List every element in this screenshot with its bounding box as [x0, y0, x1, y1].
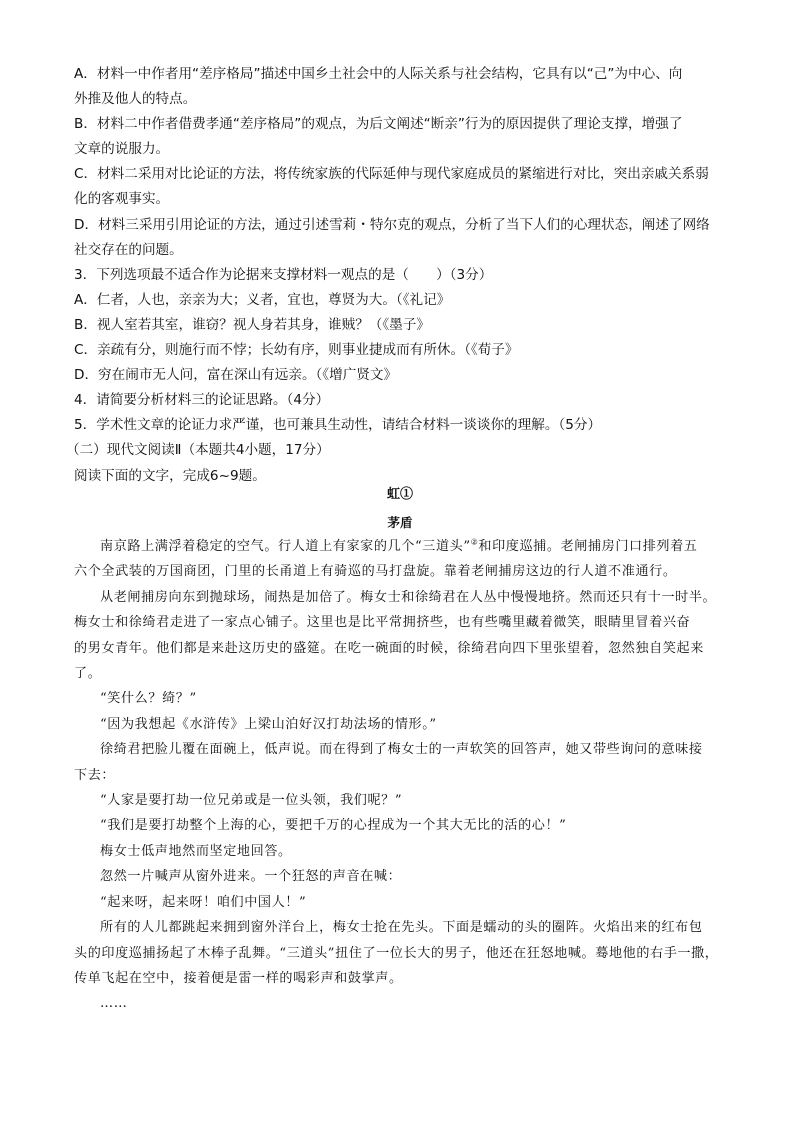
story-text	[74, 534, 726, 1017]
story-heading	[74, 485, 726, 533]
paragraph-4: 梅女士低声地然而坚定地回答。	[100, 843, 292, 859]
paragraph-2-line2: 梅女士和徐绮君走进了一家点心铺子。这里也是比平常拥挤些，也有些嘴里藏着微笑，眼睛里冒着兴奋	[74, 615, 691, 631]
question-3-option-b: B．视人室若其室，谁窃？视人身若其身，谁贼？（《墨子》	[74, 316, 430, 333]
paragraph-1-line1	[74, 534, 726, 559]
option-d-line1: D．材料三采用引用论证的方法，通过引述雪莉・特尔克的观点，分析了当下人们的心理状态，阐述了网络	[74, 216, 710, 233]
question-3-option-a: A．仁者，人也，亲亲为大；义者，宜也，尊贤为大。（《礼记》	[74, 291, 451, 308]
question-3-stem: 3．下列选项最不适合作为论据来支撑材料一观点的是（ ）（3分）	[74, 266, 493, 283]
story-title: 虹①	[386, 487, 413, 502]
story-author: 茅盾	[387, 515, 413, 530]
dialogue-line: “笑什么？绮？”	[100, 691, 197, 707]
option-c-line2: 化的客观事实。	[74, 191, 170, 208]
option-a-line2: 外推及他人的特点。	[74, 91, 197, 108]
text-span: 和印度巡捕。老闸捕房门口排列着五	[478, 539, 698, 554]
option-b-line1: B．材料二中作者借费孝通“差序格局”的观点，为后文阐述“断亲”行为的原因提供了理论支撑，增强了	[74, 116, 683, 133]
question-5: 5．学术性文章的论证力求严谨，也可兼具生动性，请结合材料一谈谈你的理解。（5分）	[74, 417, 602, 434]
paragraph-5: 忽然一片喊声从窗外进来。一个狂怒的声音在喊：	[100, 869, 402, 885]
question-4: 4．请简要分析材料三的论证思路。（4分）	[74, 392, 330, 409]
paragraph-2-line3: 的男女青年。他们都是来赴这历史的盛筵。在吃一碗面的时候，徐绮君向四下里张望着，忽然独自笑起来	[74, 640, 704, 656]
paragraph-2-line4: 了。	[74, 666, 102, 682]
dialogue-line: “起来呀，起来呀！咱们中国人！”	[100, 894, 307, 910]
paragraph-6-line3: 传单飞起在空中，接着便是雷一样的喝彩声和鼓掌声。	[74, 970, 403, 986]
question-3-option-d: D．穷在闹市无人问，富在深山有远亲。（《增广贤文》	[74, 367, 398, 384]
option-d-line2: 社交存在的问题。	[74, 241, 183, 258]
text-span: 南京路上满浮着稳定的空气。行人道上有家家的几个“三道头”	[100, 539, 471, 554]
option-a-line1: A．材料一中作者用“差序格局”描述中国乡土社会中的人际关系与社会结构，它具有以“己”为中心、向	[74, 66, 683, 82]
option-c-line1: C．材料二采用对比论证的方法，将传统家族的代际延伸与现代家庭成员的紧缩进行对比，突出亲戚关系弱	[74, 166, 709, 183]
dialogue-line: “人家是要打劫一位兄弟或是一位头领，我们呢？”	[100, 793, 403, 809]
footnote-marker: ②	[470, 537, 479, 547]
ellipsis: ……	[100, 996, 128, 1012]
dialogue-line: “因为我想起《水浒传》上梁山泊好汉打劫法场的情形。”	[100, 716, 437, 732]
option-b-line2: 文章的说服力。	[74, 141, 170, 158]
paragraph-2-line1: 从老闸捕房向东到抛球场，闹热是加倍了。梅女士和徐绮君在人丛中慢慢地挤。然而还只有十一时半。	[100, 589, 717, 605]
reading-instruction: 阅读下面的文字，完成6~9题。	[74, 467, 266, 484]
paragraph-6-line2: 头的印度巡捕扬起了木棒子乱舞。“三道头”扭住了一位长大的男子，他还在狂怒地喊。蓦地他的右手一撒，	[74, 945, 719, 961]
paragraph-3-line1: 徐绮君把脸儿覆在面碗上，低声说。而在得到了梅女士的一声软笑的回答声，她又带些询问的意味接	[100, 742, 703, 758]
paragraph-3-line2: 下去：	[74, 767, 116, 783]
paragraph-6-line1: 所有的人儿都跳起来拥到窗外洋台上，梅女士抢在先头。下面是蠕动的头的圈阵。火焰出来的红布包	[100, 920, 703, 936]
paragraph-1-line2: 六个全武装的万国商团，门里的长甬道上有骑巡的马打盘旋。靠着老闸捕房这边的行人道不准通行。	[74, 564, 677, 580]
dialogue-line: “我们是要打劫整个上海的心，要把千万的心捏成为一个其大无比的活的心！”	[100, 818, 567, 834]
question-3-option-c: C．亲疏有分，则施行而不悖；长幼有序，则事业捷成而有所休。（《荀子》	[74, 342, 519, 359]
section-heading: （二）现代文阅读Ⅱ（本题共4小题，17分）	[66, 442, 330, 459]
question-section	[66, 62, 726, 489]
